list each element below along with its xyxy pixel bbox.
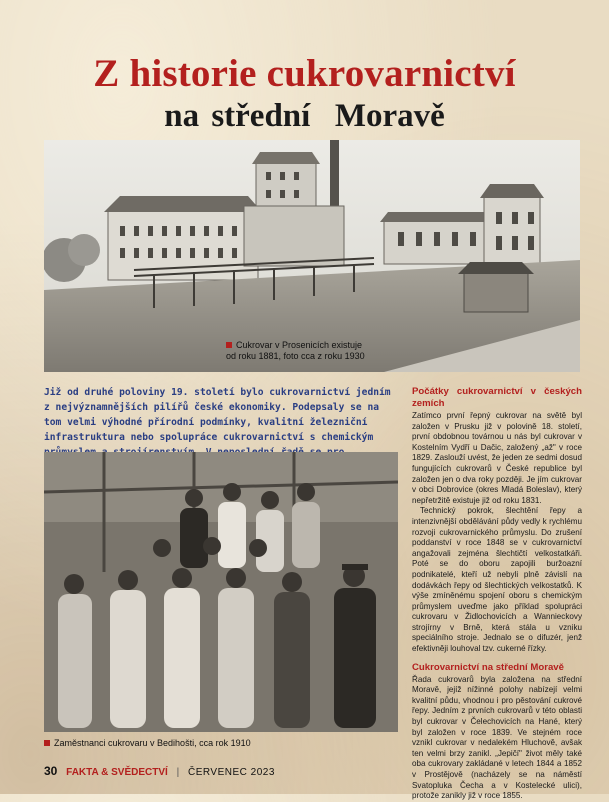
title-line2: na střední Moravě: [164, 98, 445, 134]
intro-paragraph: Již od druhé poloviny 19. století bylo cukrovarnictví jedním z nejvýznamnějších pilířů české ekonomiky. Podepsaly se na tom velmi výhodné přírodní podmínky, kvalitní železniční infrastruktura nebo spolupráce cukrovarnictví s chemickým: [44, 387, 391, 443]
caption-top-line2: od roku 1881, foto cca z roku 1930: [226, 351, 365, 361]
caption-bottom-text: Zaměstnanci cukrovaru v Bedihošti, cca rok 1910: [54, 738, 251, 748]
section-moravia: [412, 662, 582, 802]
title-line1: Z historie cukrovarnictví: [93, 52, 516, 95]
issue-date: ČERVENEC 2023: [188, 767, 275, 778]
caption-square-icon: [44, 740, 50, 746]
page-footer: [44, 764, 275, 778]
photo-sugar-factory-workers-bedihost: [44, 452, 398, 732]
caption-top-photo: [226, 340, 376, 362]
caption-top-line1: Cukrovar v Prosenicích existuje: [236, 340, 363, 350]
footer-separator: |: [176, 767, 180, 778]
page-number: 30: [44, 764, 58, 778]
section-origins-heading: Počátky cukrovarnictví v českých zemích: [412, 386, 582, 409]
section-moravia-heading: Cukrovarnictví na střední Moravě: [412, 661, 564, 673]
section-origins-p2: Technický pokrok, šlechtění řepy a intenzivnější obdělávání půdy vedly k rychlému rozvoji cukrovarnického průmyslu. Do zrušení poddanství v roce 1848 se v cukrovarnictví angažovali zejména šlechtičtí velkostatkáři. Poté se do oboru zapojili buržoazní podnikatelé, kteří už nebyli plně závislí na dodávkách řepy od šlechtických velkostatků. K výše zmíněnému spojení oboru s chemickým průmyslem uveďme jako příklad spolupráci cukrovaru v Židlochovicích a Wannieckovy strojírny v Brně, která stála u vzniku speciálního stroje. Jednalo se o difuzér, jenž efektivněji louhoval tzv. cukerné řízky.: [412, 506, 582, 654]
title-block: [0, 52, 609, 136]
caption-bottom-photo: [44, 738, 251, 748]
magazine-name: FAKTA & SVĚDECTVÍ: [66, 767, 168, 778]
article-right-column: [412, 386, 582, 802]
section-origins: [412, 386, 582, 655]
section-moravia-p1: Řada cukrovarů byla založena na střední Moravě, jejíž nížinné polohy nabízejí velmi kvalitní půdu, vhodnou i pro pěstování cukrové řepy. Jedním z prvních cukrovarů v této oblasti byl cukrovar v Čelechovicích na Hané, který byl založen v roce 1839. Ve stejném roce vznikl cukrovar v nedalekém Hluchově, avšak ten velmi brzy zanikl. „Jepičí" život měly také oba cukrovary zakládané v letech 1844 a 1852 v Prostějově (nacházely se na náměstí Svatopluka Čecha a v Kostelecké ulici), protože zanikly již v roce 1855.: [412, 674, 582, 801]
photo-sugar-factory-prosenice: [44, 140, 580, 372]
caption-square-icon: [226, 342, 232, 348]
section-origins-p1: Zatímco první řepný cukrovar na světě byl založen v Prusku již v polovině 18. století, první obdobnou továrnou u nás byl cukrovar v Kostelním Vydří u Dačic, založený „až" v roce 1829. Zaslouží uvést, že jeden ze sedmi dosud fungujících cukrovarů v České republice byl založen jen o dva roky později. Je jím cukrovar v obci Dobrovice (okres Mladá Boleslav), který nepřetržitě existuje již od roku 1831.: [412, 411, 582, 505]
